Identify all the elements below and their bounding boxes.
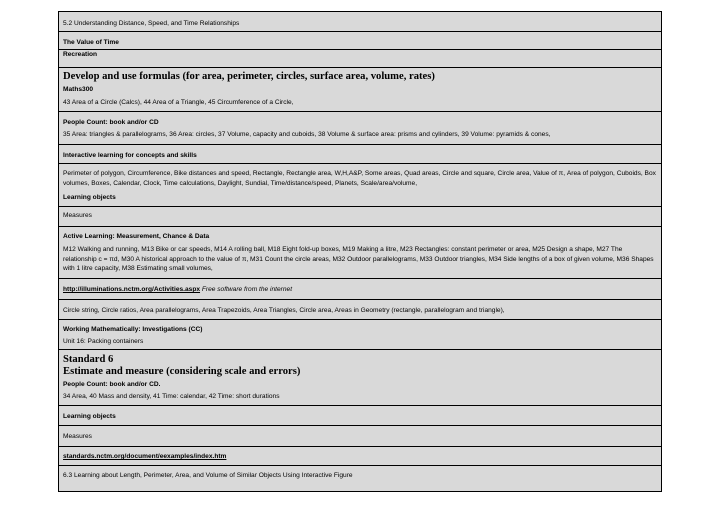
divider [59, 144, 661, 145]
row-learning-objects-2: Learning objects [63, 413, 116, 420]
row-interactive-learning: Interactive learning for concepts and skills [63, 152, 197, 159]
heading-develop-formulas: Develop and use formulas (for area, perimeter, circles, surface area, volume, rates) [63, 71, 435, 82]
divider [59, 163, 661, 164]
divider [59, 206, 661, 207]
divider [59, 31, 661, 32]
divider [59, 226, 661, 227]
nctm-standards-link[interactable]: standards.nctm.org/document/eexamples/index.htm [63, 453, 227, 460]
illuminations-link[interactable]: http://illuminations.nctm.org/Activities.aspx [63, 286, 201, 293]
divider [59, 67, 661, 68]
row-people-count-2-items: 34 Area, 40 Mass and density, 41 Time: calendar, 42 Time: short durations [63, 393, 280, 400]
divider [59, 425, 661, 426]
divider [59, 446, 661, 447]
divider [59, 278, 661, 279]
row-value-of-time: The Value of Time [63, 39, 119, 46]
row-interactive-items: Perimeter of polygon, Circumference, Bike distances and speed, Rectangle, Rectangle area, W,H,A&P, Some areas, Quad areas, Circle and square, Circle area, Value of π, Area of polygon, Cuboids, Box volumes, Boxes, Calendar, Clock, Time calculations, Daylight, Sundial, Time/distance/speed, Planets, Scale/area/volume, [63, 170, 656, 187]
row-maths300-activities: 43 Area of a Circle (Calcs), 44 Area of a Triangle, 45 Circumference of a Circle, [63, 99, 294, 106]
divider [59, 349, 661, 350]
row-people-count-2: People Count: book and/or CD. [63, 381, 161, 388]
row-maths300: Maths300 [63, 86, 94, 93]
row-active-learning: Active Learning: Measurement, Chance & Data [63, 233, 210, 240]
row-packing-containers: Unit 16: Packing containers [63, 338, 144, 345]
row-people-count: People Count: book and/or CD [63, 119, 159, 126]
row-similar-objects: 6.3 Learning about Length, Perimeter, Area, and Volume of Similar Objects Using Interactive Figure [63, 472, 353, 479]
row-illuminations-items: Circle string, Circle ratios, Area parallelograms, Area Trapezoids, Area Triangles, Circle area, Areas in Geometry (rectangle, parallelogram and triangle), [63, 307, 505, 314]
divider [59, 319, 661, 320]
heading-standard-6: Standard 6 [63, 354, 114, 365]
row-nctm-standards [59, 452, 661, 462]
free-software-note: Free software from the internet [201, 286, 293, 293]
divider [59, 299, 661, 300]
row-illuminations [59, 285, 661, 295]
row-working-mathematically: Working Mathematically: Investigations (CC) [63, 326, 203, 333]
row-active-learning-items: M12 Walking and running, M13 Bike or car speeds, M14 A rolling ball, M18 Eight fold-up boxes, M19 Making a litre, M23 Rectangles: constant perimeter or area, M25 Design a shape, M27 The relationship c = πd, M30 A historical approach to the value of π, M31 Count the circle areas, M32 Outdoor parallelograms, M33 Outdoor triangles, M34 Side lengths of a box of given volume, M36 Shapes with 1 litre capacity, M38 Estimating small volumes, [63, 246, 654, 272]
row-measures-2: Measures [63, 433, 92, 440]
heading-estimate-measure: Estimate and measure (considering scale and errors) [63, 366, 301, 377]
divider [59, 111, 661, 112]
divider [59, 465, 661, 466]
row-measures: Measures [63, 212, 92, 219]
content-table [58, 11, 662, 492]
divider [59, 405, 661, 406]
row-distance-speed-time: 5.2 Understanding Distance, Speed, and Time Relationships [63, 20, 240, 27]
row-recreation: Recreation [63, 51, 98, 58]
row-people-count-items: 35 Area: triangles & parallelograms, 36 Area: circles, 37 Volume, capacity and cuboids, 38 Volume & surface area: prisms and cylinders, 39 Volume: pyramids & cones, [63, 131, 551, 138]
row-learning-objects: Learning objects [63, 194, 116, 201]
